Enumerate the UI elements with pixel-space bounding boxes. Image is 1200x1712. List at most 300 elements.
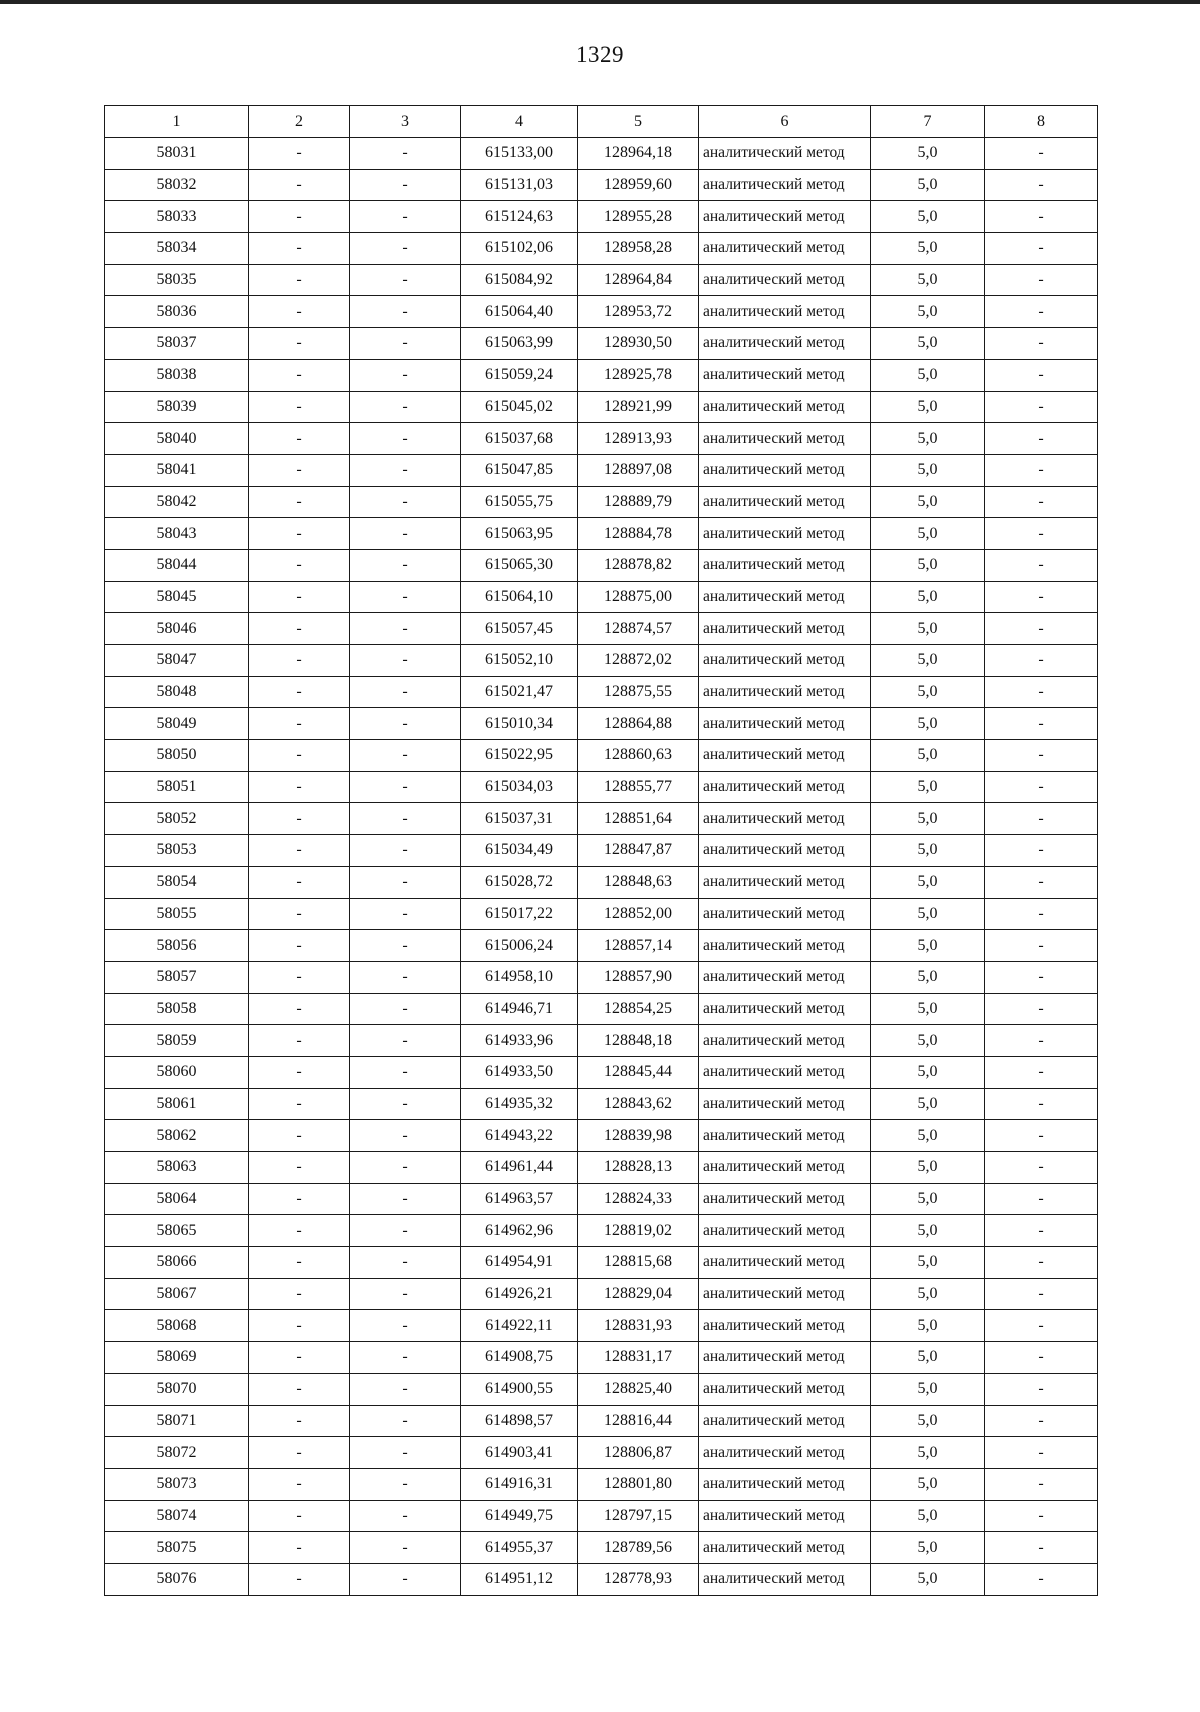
cell-y-coordinate: 128874,57	[578, 613, 699, 645]
cell-x-coordinate: 614961,44	[461, 1152, 578, 1184]
cell-method: аналитический метод	[699, 549, 871, 581]
cell-point-number: 58042	[105, 486, 249, 518]
cell-x-coordinate: 614898,57	[461, 1405, 578, 1437]
cell-point-number: 58045	[105, 581, 249, 613]
cell-col-8-value: -	[985, 1468, 1098, 1500]
cell-y-coordinate: 128815,68	[578, 1247, 699, 1279]
cell-col-3-value: -	[350, 1152, 461, 1184]
cell-y-coordinate: 128851,64	[578, 803, 699, 835]
cell-accuracy: 5,0	[871, 993, 985, 1025]
cell-x-coordinate: 615065,30	[461, 549, 578, 581]
cell-method: аналитический метод	[699, 1405, 871, 1437]
cell-point-number: 58051	[105, 771, 249, 803]
cell-y-coordinate: 128848,63	[578, 866, 699, 898]
header-col-3: 3	[350, 106, 461, 138]
cell-method: аналитический метод	[699, 1437, 871, 1469]
cell-col-3-value: -	[350, 454, 461, 486]
cell-col-2-value: -	[249, 866, 350, 898]
cell-point-number: 58067	[105, 1278, 249, 1310]
cell-method: аналитический метод	[699, 866, 871, 898]
cell-col-8-value: -	[985, 138, 1098, 170]
cell-method: аналитический метод	[699, 993, 871, 1025]
cell-y-coordinate: 128797,15	[578, 1500, 699, 1532]
cell-col-3-value: -	[350, 486, 461, 518]
cell-y-coordinate: 128855,77	[578, 771, 699, 803]
cell-accuracy: 5,0	[871, 359, 985, 391]
cell-accuracy: 5,0	[871, 201, 985, 233]
cell-method: аналитический метод	[699, 1532, 871, 1564]
cell-accuracy: 5,0	[871, 866, 985, 898]
cell-col-8-value: -	[985, 1437, 1098, 1469]
cell-method: аналитический метод	[699, 359, 871, 391]
cell-x-coordinate: 615037,31	[461, 803, 578, 835]
cell-col-2-value: -	[249, 1342, 350, 1374]
table-row	[105, 898, 1098, 930]
cell-y-coordinate: 128845,44	[578, 1056, 699, 1088]
cell-col-2-value: -	[249, 423, 350, 455]
cell-x-coordinate: 615124,63	[461, 201, 578, 233]
cell-point-number: 58052	[105, 803, 249, 835]
cell-col-3-value: -	[350, 1278, 461, 1310]
cell-method: аналитический метод	[699, 1342, 871, 1374]
cell-col-8-value: -	[985, 169, 1098, 201]
cell-accuracy: 5,0	[871, 771, 985, 803]
cell-y-coordinate: 128872,02	[578, 645, 699, 677]
cell-col-3-value: -	[350, 138, 461, 170]
cell-point-number: 58047	[105, 645, 249, 677]
cell-accuracy: 5,0	[871, 835, 985, 867]
cell-col-8-value: -	[985, 771, 1098, 803]
cell-col-2-value: -	[249, 1468, 350, 1500]
cell-col-8-value: -	[985, 581, 1098, 613]
cell-method: аналитический метод	[699, 201, 871, 233]
cell-x-coordinate: 614963,57	[461, 1183, 578, 1215]
header-col-1: 1	[105, 106, 249, 138]
cell-col-8-value: -	[985, 549, 1098, 581]
table-row	[105, 835, 1098, 867]
cell-col-3-value: -	[350, 645, 461, 677]
cell-point-number: 58062	[105, 1120, 249, 1152]
cell-y-coordinate: 128875,55	[578, 676, 699, 708]
cell-point-number: 58038	[105, 359, 249, 391]
cell-x-coordinate: 615052,10	[461, 645, 578, 677]
cell-x-coordinate: 614943,22	[461, 1120, 578, 1152]
cell-point-number: 58066	[105, 1247, 249, 1279]
cell-x-coordinate: 614962,96	[461, 1215, 578, 1247]
cell-x-coordinate: 614916,31	[461, 1468, 578, 1500]
cell-method: аналитический метод	[699, 1468, 871, 1500]
cell-x-coordinate: 614949,75	[461, 1500, 578, 1532]
cell-accuracy: 5,0	[871, 1563, 985, 1595]
cell-point-number: 58064	[105, 1183, 249, 1215]
cell-point-number: 58040	[105, 423, 249, 455]
cell-col-3-value: -	[350, 708, 461, 740]
table-row	[105, 1373, 1098, 1405]
cell-y-coordinate: 128831,17	[578, 1342, 699, 1374]
table-row	[105, 169, 1098, 201]
cell-col-2-value: -	[249, 328, 350, 360]
cell-point-number: 58060	[105, 1056, 249, 1088]
cell-y-coordinate: 128884,78	[578, 518, 699, 550]
cell-col-2-value: -	[249, 1088, 350, 1120]
cell-col-3-value: -	[350, 581, 461, 613]
cell-col-3-value: -	[350, 359, 461, 391]
cell-col-2-value: -	[249, 1500, 350, 1532]
cell-x-coordinate: 615059,24	[461, 359, 578, 391]
cell-accuracy: 5,0	[871, 1532, 985, 1564]
coordinates-table	[104, 105, 1098, 1596]
cell-col-2-value: -	[249, 930, 350, 962]
cell-x-coordinate: 615034,49	[461, 835, 578, 867]
cell-col-2-value: -	[249, 645, 350, 677]
header-col-4: 4	[461, 106, 578, 138]
cell-col-2-value: -	[249, 771, 350, 803]
cell-col-8-value: -	[985, 930, 1098, 962]
cell-x-coordinate: 614955,37	[461, 1532, 578, 1564]
cell-accuracy: 5,0	[871, 296, 985, 328]
cell-col-3-value: -	[350, 613, 461, 645]
cell-col-2-value: -	[249, 1056, 350, 1088]
cell-y-coordinate: 128831,93	[578, 1310, 699, 1342]
cell-method: аналитический метод	[699, 486, 871, 518]
table-row	[105, 1183, 1098, 1215]
cell-x-coordinate: 615133,00	[461, 138, 578, 170]
cell-col-2-value: -	[249, 1532, 350, 1564]
cell-col-2-value: -	[249, 1183, 350, 1215]
cell-accuracy: 5,0	[871, 1373, 985, 1405]
cell-x-coordinate: 615057,45	[461, 613, 578, 645]
cell-accuracy: 5,0	[871, 1152, 985, 1184]
cell-col-3-value: -	[350, 169, 461, 201]
cell-accuracy: 5,0	[871, 898, 985, 930]
cell-x-coordinate: 615045,02	[461, 391, 578, 423]
header-col-7: 7	[871, 106, 985, 138]
cell-col-2-value: -	[249, 708, 350, 740]
cell-col-2-value: -	[249, 1437, 350, 1469]
cell-accuracy: 5,0	[871, 1088, 985, 1120]
cell-col-8-value: -	[985, 613, 1098, 645]
cell-accuracy: 5,0	[871, 1500, 985, 1532]
cell-y-coordinate: 128955,28	[578, 201, 699, 233]
cell-x-coordinate: 615028,72	[461, 866, 578, 898]
cell-col-2-value: -	[249, 1247, 350, 1279]
cell-col-8-value: -	[985, 1373, 1098, 1405]
cell-method: аналитический метод	[699, 771, 871, 803]
cell-col-3-value: -	[350, 549, 461, 581]
cell-x-coordinate: 614954,91	[461, 1247, 578, 1279]
cell-point-number: 58074	[105, 1500, 249, 1532]
header-col-6: 6	[699, 106, 871, 138]
cell-accuracy: 5,0	[871, 1278, 985, 1310]
cell-y-coordinate: 128930,50	[578, 328, 699, 360]
cell-point-number: 58053	[105, 835, 249, 867]
cell-x-coordinate: 614900,55	[461, 1373, 578, 1405]
cell-point-number: 58073	[105, 1468, 249, 1500]
cell-x-coordinate: 615063,95	[461, 518, 578, 550]
cell-x-coordinate: 615037,68	[461, 423, 578, 455]
cell-method: аналитический метод	[699, 1215, 871, 1247]
cell-x-coordinate: 615010,34	[461, 708, 578, 740]
cell-col-2-value: -	[249, 1152, 350, 1184]
cell-y-coordinate: 128852,00	[578, 898, 699, 930]
cell-method: аналитический метод	[699, 454, 871, 486]
cell-accuracy: 5,0	[871, 1120, 985, 1152]
cell-col-8-value: -	[985, 1532, 1098, 1564]
cell-accuracy: 5,0	[871, 1247, 985, 1279]
cell-col-3-value: -	[350, 930, 461, 962]
cell-col-8-value: -	[985, 233, 1098, 265]
cell-col-2-value: -	[249, 1215, 350, 1247]
cell-point-number: 58034	[105, 233, 249, 265]
cell-y-coordinate: 128864,88	[578, 708, 699, 740]
table-row	[105, 201, 1098, 233]
table-row	[105, 1405, 1098, 1437]
cell-method: аналитический метод	[699, 835, 871, 867]
cell-method: аналитический метод	[699, 518, 871, 550]
cell-method: аналитический метод	[699, 1373, 871, 1405]
table-row	[105, 1056, 1098, 1088]
cell-col-8-value: -	[985, 1500, 1098, 1532]
cell-col-2-value: -	[249, 613, 350, 645]
cell-col-3-value: -	[350, 993, 461, 1025]
table-row	[105, 803, 1098, 835]
cell-x-coordinate: 615034,03	[461, 771, 578, 803]
cell-y-coordinate: 128848,18	[578, 1025, 699, 1057]
cell-col-8-value: -	[985, 1342, 1098, 1374]
cell-col-2-value: -	[249, 581, 350, 613]
top-border-line	[0, 0, 1200, 4]
table-row	[105, 296, 1098, 328]
cell-method: аналитический метод	[699, 1056, 871, 1088]
cell-x-coordinate: 615064,10	[461, 581, 578, 613]
cell-point-number: 58044	[105, 549, 249, 581]
cell-x-coordinate: 615064,40	[461, 296, 578, 328]
cell-col-8-value: -	[985, 1025, 1098, 1057]
table-row	[105, 1563, 1098, 1595]
cell-col-8-value: -	[985, 1088, 1098, 1120]
cell-col-8-value: -	[985, 1120, 1098, 1152]
cell-y-coordinate: 128964,84	[578, 264, 699, 296]
cell-col-8-value: -	[985, 961, 1098, 993]
cell-method: аналитический метод	[699, 645, 871, 677]
table-row	[105, 961, 1098, 993]
cell-col-3-value: -	[350, 264, 461, 296]
cell-point-number: 58056	[105, 930, 249, 962]
cell-x-coordinate: 615055,75	[461, 486, 578, 518]
cell-y-coordinate: 128921,99	[578, 391, 699, 423]
cell-x-coordinate: 615063,99	[461, 328, 578, 360]
cell-col-8-value: -	[985, 423, 1098, 455]
cell-method: аналитический метод	[699, 391, 871, 423]
cell-col-2-value: -	[249, 1373, 350, 1405]
cell-method: аналитический метод	[699, 740, 871, 772]
cell-method: аналитический метод	[699, 1120, 871, 1152]
cell-col-3-value: -	[350, 296, 461, 328]
cell-col-3-value: -	[350, 1468, 461, 1500]
cell-y-coordinate: 128959,60	[578, 169, 699, 201]
cell-method: аналитический метод	[699, 1278, 871, 1310]
cell-col-3-value: -	[350, 328, 461, 360]
cell-method: аналитический метод	[699, 296, 871, 328]
cell-col-3-value: -	[350, 391, 461, 423]
table-row	[105, 454, 1098, 486]
cell-point-number: 58057	[105, 961, 249, 993]
table-body	[105, 138, 1098, 1596]
cell-col-3-value: -	[350, 1405, 461, 1437]
cell-method: аналитический метод	[699, 1183, 871, 1215]
cell-point-number: 58061	[105, 1088, 249, 1120]
cell-col-3-value: -	[350, 1342, 461, 1374]
table-row	[105, 328, 1098, 360]
cell-col-8-value: -	[985, 486, 1098, 518]
cell-y-coordinate: 128897,08	[578, 454, 699, 486]
cell-col-8-value: -	[985, 201, 1098, 233]
table-row	[105, 708, 1098, 740]
cell-y-coordinate: 128778,93	[578, 1563, 699, 1595]
cell-col-2-value: -	[249, 201, 350, 233]
page-number: 1329	[576, 42, 624, 67]
cell-y-coordinate: 128828,13	[578, 1152, 699, 1184]
table-row	[105, 233, 1098, 265]
cell-point-number: 58055	[105, 898, 249, 930]
cell-col-3-value: -	[350, 1532, 461, 1564]
cell-col-8-value: -	[985, 518, 1098, 550]
cell-method: аналитический метод	[699, 613, 871, 645]
cell-col-2-value: -	[249, 1278, 350, 1310]
table-row	[105, 1088, 1098, 1120]
cell-col-3-value: -	[350, 1500, 461, 1532]
cell-accuracy: 5,0	[871, 454, 985, 486]
header-col-8: 8	[985, 106, 1098, 138]
cell-method: аналитический метод	[699, 233, 871, 265]
cell-col-2-value: -	[249, 1405, 350, 1437]
cell-x-coordinate: 614935,32	[461, 1088, 578, 1120]
cell-col-8-value: -	[985, 296, 1098, 328]
table-row	[105, 1152, 1098, 1184]
cell-accuracy: 5,0	[871, 169, 985, 201]
cell-col-8-value: -	[985, 1563, 1098, 1595]
cell-y-coordinate: 128824,33	[578, 1183, 699, 1215]
cell-y-coordinate: 128847,87	[578, 835, 699, 867]
cell-col-3-value: -	[350, 1025, 461, 1057]
cell-y-coordinate: 128913,93	[578, 423, 699, 455]
cell-col-2-value: -	[249, 359, 350, 391]
cell-col-3-value: -	[350, 1088, 461, 1120]
cell-x-coordinate: 614926,21	[461, 1278, 578, 1310]
cell-col-2-value: -	[249, 138, 350, 170]
table-row	[105, 1215, 1098, 1247]
cell-accuracy: 5,0	[871, 803, 985, 835]
cell-point-number: 58054	[105, 866, 249, 898]
cell-method: аналитический метод	[699, 1247, 871, 1279]
cell-x-coordinate: 614922,11	[461, 1310, 578, 1342]
cell-method: аналитический метод	[699, 328, 871, 360]
cell-col-8-value: -	[985, 740, 1098, 772]
cell-x-coordinate: 614908,75	[461, 1342, 578, 1374]
table-row	[105, 866, 1098, 898]
cell-y-coordinate: 128801,80	[578, 1468, 699, 1500]
cell-point-number: 58063	[105, 1152, 249, 1184]
cell-col-2-value: -	[249, 296, 350, 328]
cell-col-3-value: -	[350, 898, 461, 930]
cell-method: аналитический метод	[699, 138, 871, 170]
cell-col-2-value: -	[249, 993, 350, 1025]
cell-col-3-value: -	[350, 233, 461, 265]
cell-col-3-value: -	[350, 423, 461, 455]
cell-accuracy: 5,0	[871, 676, 985, 708]
table-row	[105, 549, 1098, 581]
cell-col-8-value: -	[985, 1183, 1098, 1215]
table-row	[105, 391, 1098, 423]
cell-x-coordinate: 615006,24	[461, 930, 578, 962]
cell-y-coordinate: 128964,18	[578, 138, 699, 170]
table-row	[105, 264, 1098, 296]
cell-col-2-value: -	[249, 264, 350, 296]
cell-col-2-value: -	[249, 1310, 350, 1342]
cell-col-2-value: -	[249, 1120, 350, 1152]
table-row	[105, 1247, 1098, 1279]
cell-col-8-value: -	[985, 1310, 1098, 1342]
table-row	[105, 1532, 1098, 1564]
cell-y-coordinate: 128829,04	[578, 1278, 699, 1310]
cell-x-coordinate: 615022,95	[461, 740, 578, 772]
cell-col-8-value: -	[985, 1152, 1098, 1184]
cell-accuracy: 5,0	[871, 264, 985, 296]
cell-point-number: 58071	[105, 1405, 249, 1437]
cell-x-coordinate: 615021,47	[461, 676, 578, 708]
cell-col-2-value: -	[249, 898, 350, 930]
cell-col-8-value: -	[985, 866, 1098, 898]
cell-point-number: 58033	[105, 201, 249, 233]
cell-col-3-value: -	[350, 201, 461, 233]
cell-x-coordinate: 615102,06	[461, 233, 578, 265]
cell-col-3-value: -	[350, 1183, 461, 1215]
cell-point-number: 58031	[105, 138, 249, 170]
cell-method: аналитический метод	[699, 423, 871, 455]
cell-col-8-value: -	[985, 1247, 1098, 1279]
cell-point-number: 58065	[105, 1215, 249, 1247]
cell-accuracy: 5,0	[871, 1215, 985, 1247]
cell-col-8-value: -	[985, 1405, 1098, 1437]
cell-col-8-value: -	[985, 835, 1098, 867]
cell-method: аналитический метод	[699, 1088, 871, 1120]
cell-col-3-value: -	[350, 518, 461, 550]
cell-col-2-value: -	[249, 391, 350, 423]
cell-point-number: 58069	[105, 1342, 249, 1374]
cell-y-coordinate: 128958,28	[578, 233, 699, 265]
cell-y-coordinate: 128857,14	[578, 930, 699, 962]
cell-col-2-value: -	[249, 740, 350, 772]
cell-col-2-value: -	[249, 169, 350, 201]
table-row	[105, 423, 1098, 455]
cell-col-2-value: -	[249, 486, 350, 518]
cell-col-3-value: -	[350, 1437, 461, 1469]
cell-point-number: 58070	[105, 1373, 249, 1405]
cell-point-number: 58032	[105, 169, 249, 201]
cell-y-coordinate: 128889,79	[578, 486, 699, 518]
cell-method: аналитический метод	[699, 803, 871, 835]
table-row	[105, 771, 1098, 803]
cell-accuracy: 5,0	[871, 423, 985, 455]
cell-col-3-value: -	[350, 1563, 461, 1595]
cell-point-number: 58050	[105, 740, 249, 772]
cell-accuracy: 5,0	[871, 233, 985, 265]
cell-col-2-value: -	[249, 676, 350, 708]
header-col-2: 2	[249, 106, 350, 138]
cell-col-3-value: -	[350, 1215, 461, 1247]
cell-col-2-value: -	[249, 1025, 350, 1057]
table-row	[105, 645, 1098, 677]
